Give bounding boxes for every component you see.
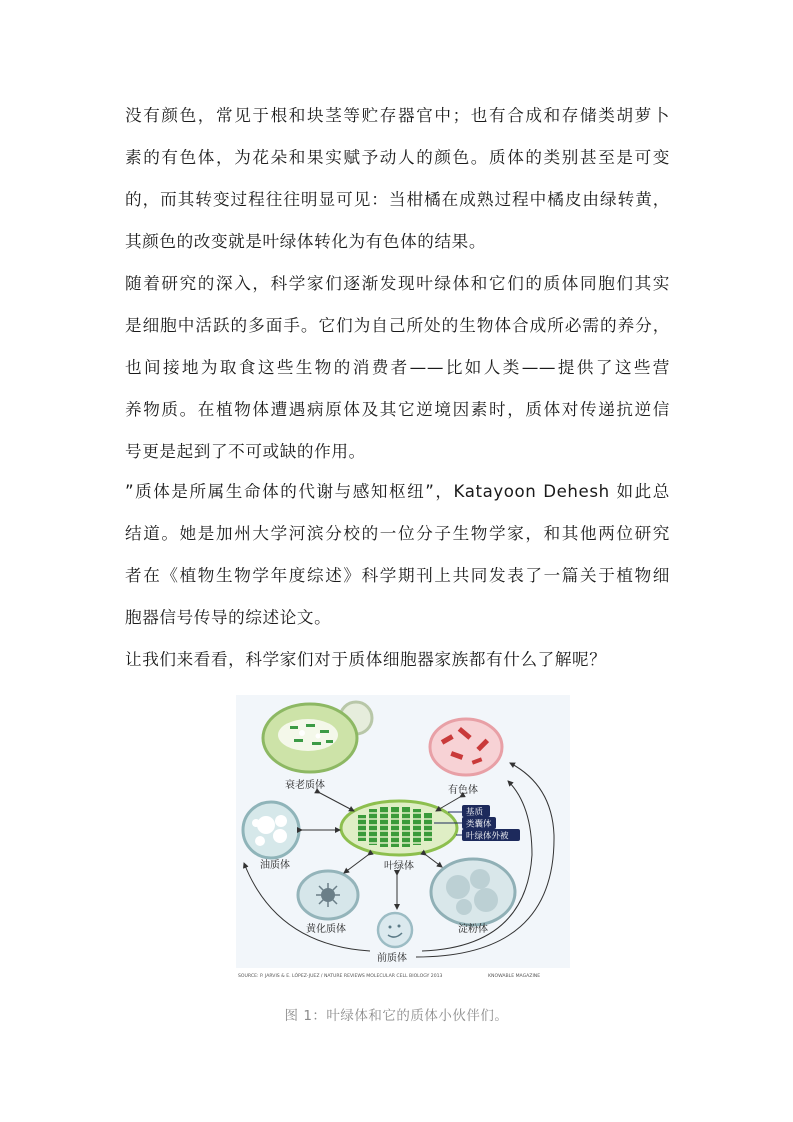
text-line: ”质体是所属生命体的代谢与感知枢纽”，Katayoon Dehesh 如此总: [125, 482, 670, 501]
text-line: 养物质。在植物体遭遇病原体及其它逆境因素时，质体对传递抗逆信: [125, 400, 670, 419]
elaioplast-icon: [243, 802, 299, 858]
plastid-diagram: [236, 695, 570, 980]
amyloplast-icon: [431, 859, 515, 925]
stroma-label: 基质: [466, 807, 484, 818]
text-line: 其颜色的改变就是叶绿体转化为有色体的结果。: [125, 232, 487, 251]
proplastid-icon: [378, 913, 412, 947]
chloroplast-label: 叶绿体: [384, 861, 414, 872]
envelope-label: 叶绿体外被: [466, 831, 509, 842]
etioplast-icon: [298, 871, 358, 919]
senescent-label: 衰老质体: [285, 780, 325, 791]
text-line: 让我们来看看，科学家们对于质体细胞器家族都有什么了解呢？: [125, 650, 607, 669]
text-line: 素的有色体，为花朵和果实赋予动人的颜色。质体的类别甚至是可变: [125, 148, 670, 167]
text-line: 随着研究的深入，科学家们逐渐发现叶绿体和它们的质体同胞们其实: [125, 274, 670, 293]
chromoplast-label: 有色体: [448, 785, 478, 796]
amyloplast-label: 淀粉体: [458, 924, 488, 935]
text-line: 胞器信号传导的综述论文。: [125, 608, 332, 627]
text-line: 结道。她是加州大学河滨分校的一位分子生物学家，和其他两位研究: [125, 524, 670, 543]
text-line: 是细胞中活跃的多面手。它们为自己所处的生物体合成所必需的养分，: [125, 316, 670, 335]
chromoplast-icon: [430, 719, 502, 775]
text-line: 者在《植物生物学年度综述》科学期刊上共同发表了一篇关于植物细: [125, 566, 670, 585]
text-line: 也间接地为取食这些生物的消费者——比如人类——提供了这些营: [125, 358, 670, 377]
proplastid-label: 前质体: [377, 953, 407, 964]
senescent-plastid-icon: [263, 702, 372, 772]
text-line: 号更是起到了不可或缺的作用。: [125, 442, 366, 461]
figure-caption: 图 1：叶绿体和它的质体小伙伴们。: [284, 1008, 509, 1024]
etioplast-label: 黄化质体: [306, 924, 346, 935]
figure-publisher: KNOWABLE MAGAZINE: [488, 974, 541, 979]
text-line: 的，而其转变过程往往明显可见：当柑橘在成熟过程中橘皮由绿转黄，: [125, 190, 670, 209]
text-line: 没有颜色，常见于根和块茎等贮存器官中；也有合成和存储类胡萝卜: [125, 106, 670, 125]
figure-source: SOURCE: P. JARVIS & E. LÓPEZ-JUEZ / NATURE REVIEWS MOLECULAR CELL BIOLOGY 2013: [238, 974, 443, 979]
thylakoid-label: 类囊体: [466, 819, 492, 830]
elaioplast-label: 油质体: [260, 860, 290, 871]
